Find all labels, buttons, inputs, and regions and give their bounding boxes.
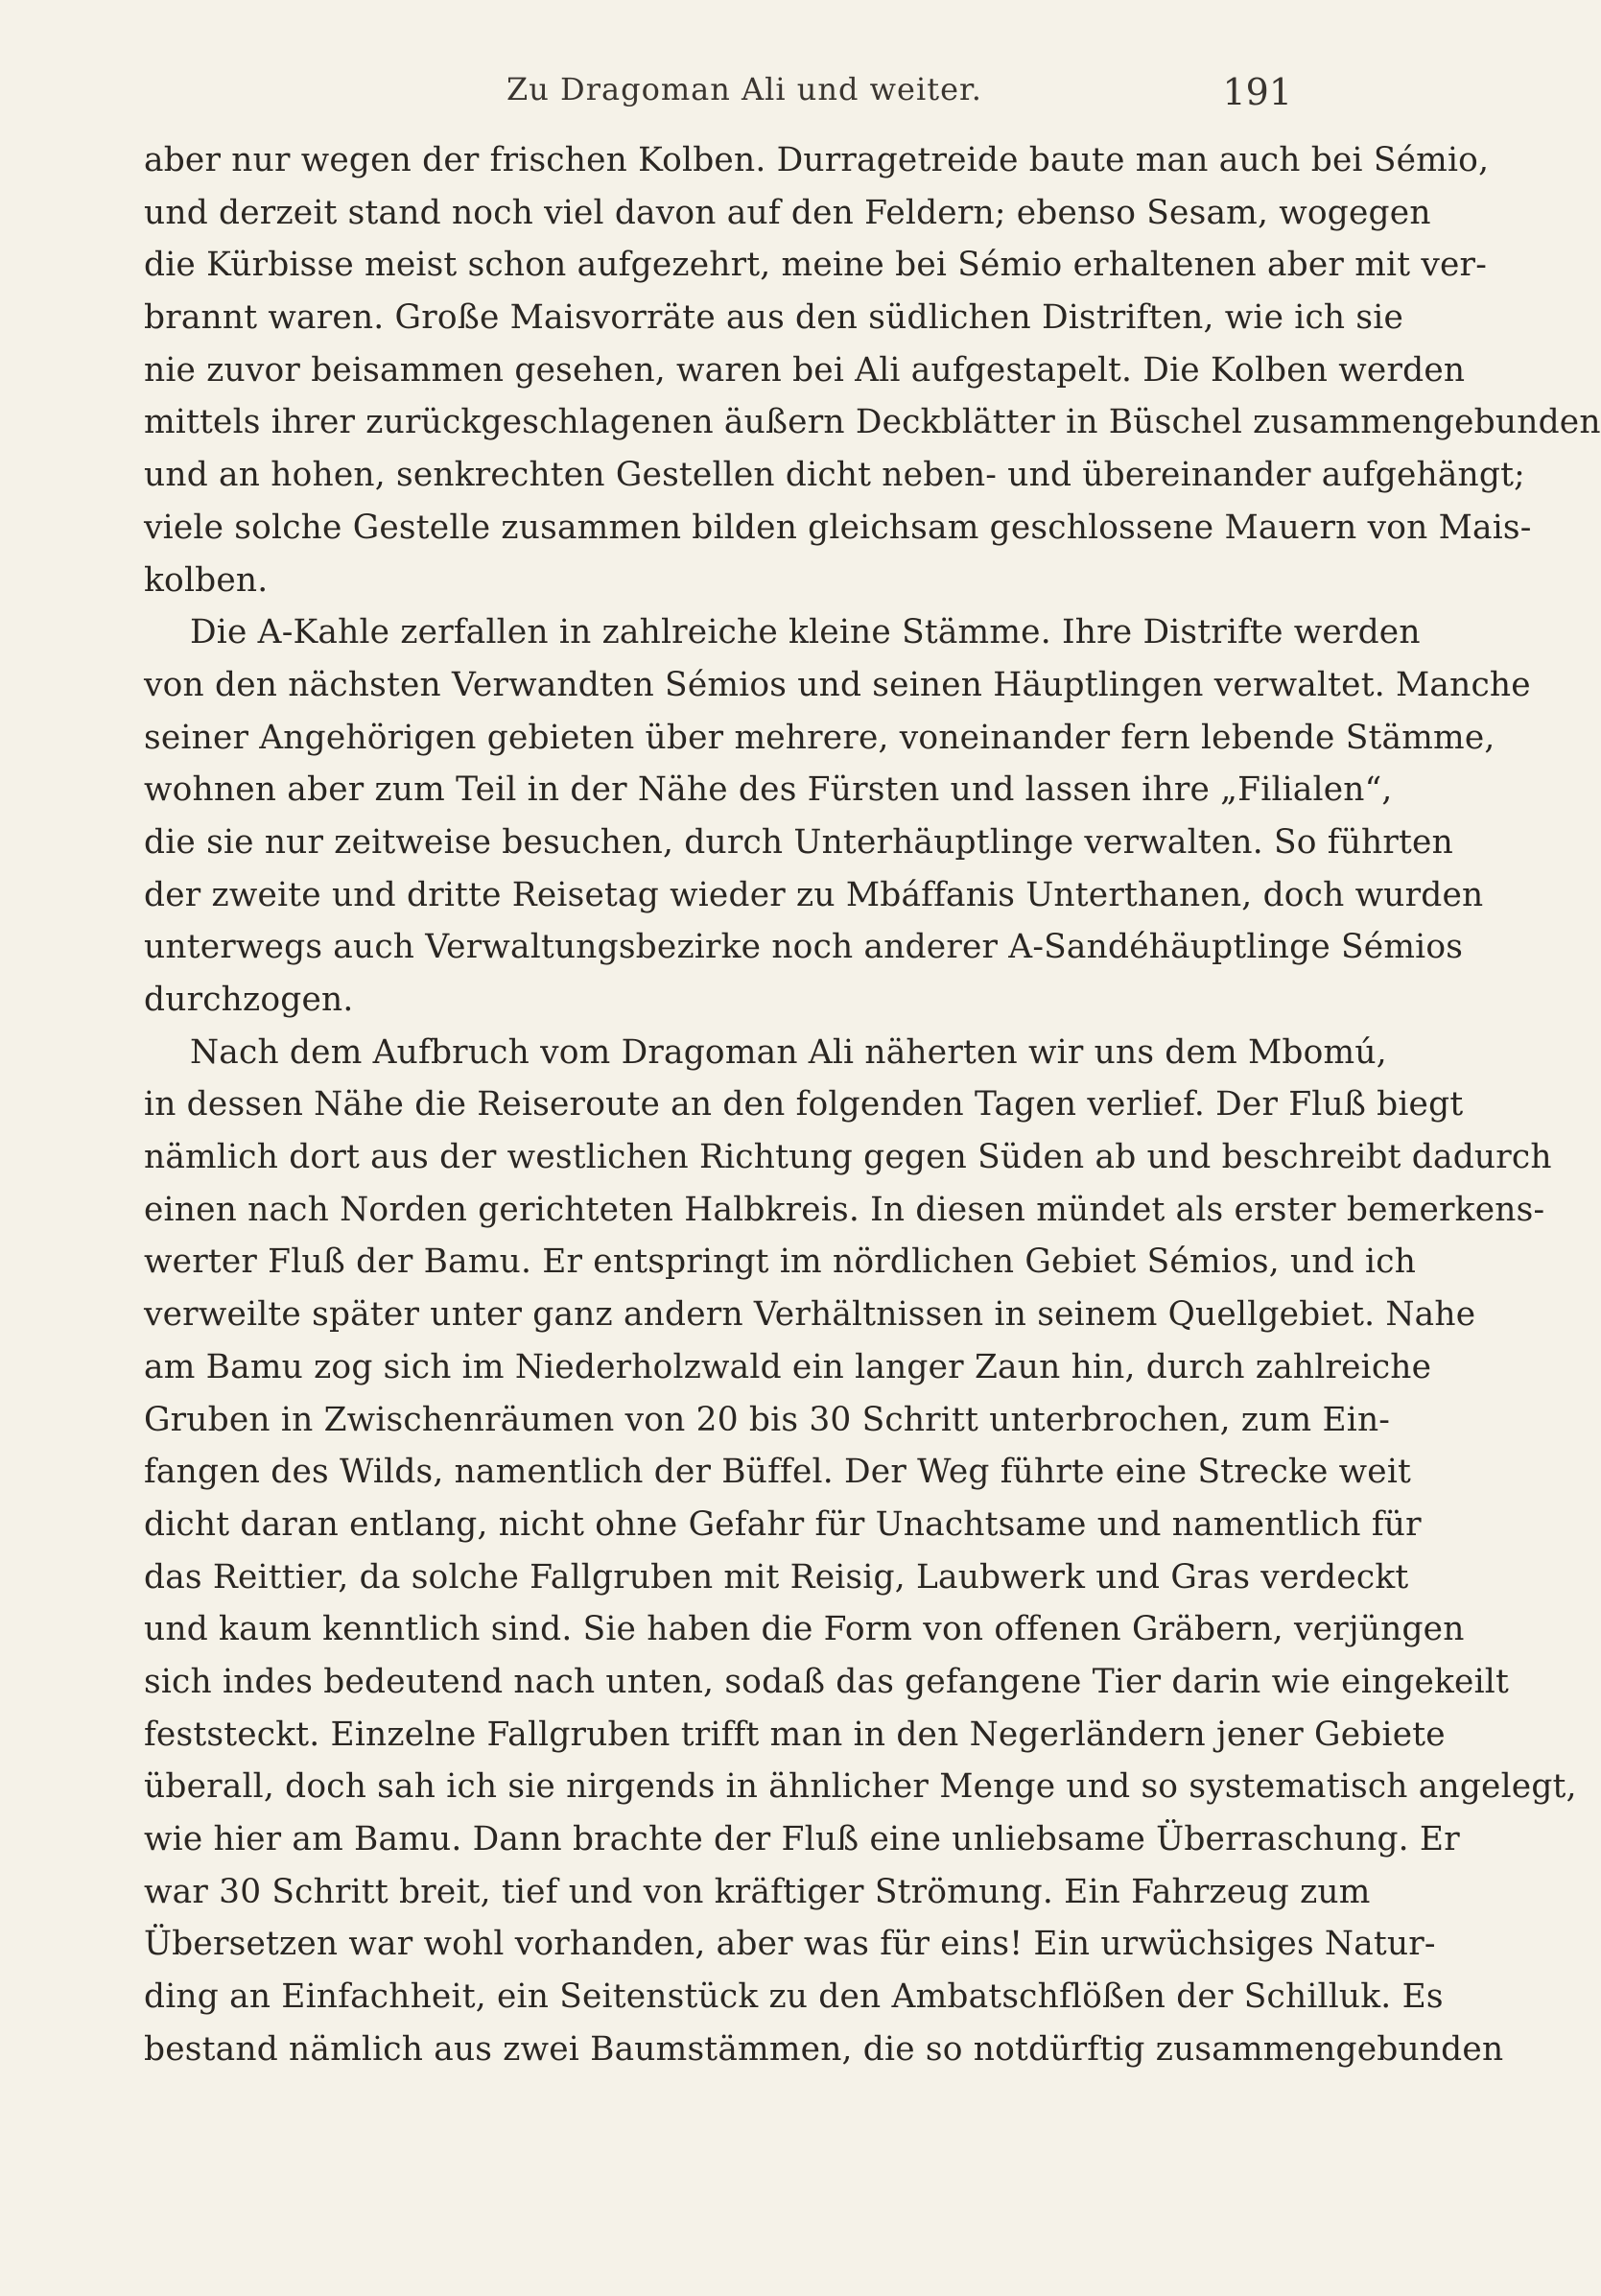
text-line: Die A-Kahle zerfallen in zahlreiche kleine Stämme. Ihre Distrifte werden	[190, 613, 1421, 652]
paragraph	[144, 606, 1531, 1027]
text-line: und derzeit stand noch viel davon auf den Feldern; ebenso Sesam, wogegen	[144, 193, 1431, 232]
text-line: brannt waren. Große Maisvorräte aus den südlichen Distriften, wie ich sie	[144, 298, 1403, 338]
text-line: unterwegs auch Verwaltungsbezirke noch anderer A-Sandéhäuptlinge Sémios	[144, 928, 1464, 967]
text-line: der zweite und dritte Reisetag wieder zu Mbáffanis Unterthanen, doch wurden	[144, 875, 1484, 914]
text-line: war 30 Schritt breit, tief und von kräftiger Strömung. Ein Fahrzeug zum	[144, 1872, 1371, 1911]
page-number: 191	[1222, 71, 1292, 113]
text-line: viele solche Gestelle zusammen bilden gleichsam geschlossene Mauern von Mais-	[144, 508, 1532, 547]
paragraph	[144, 134, 1601, 606]
text-line: mittels ihrer zurückgeschlagenen äußern Deckblätter in Büschel zusammengebunden	[144, 403, 1601, 442]
text-line: in dessen Nähe die Reiseroute an den folgenden Tagen verlief. Der Fluß biegt	[144, 1085, 1464, 1124]
text-line: verweilte später unter ganz andern Verhältnissen in seinem Quellgebiet. Nahe	[144, 1295, 1476, 1335]
text-line: Übersetzen war wohl vorhanden, aber was für eins! Ein urwüchsiges Natur-	[144, 1925, 1436, 1964]
text-line: ding an Einfachheit, ein Seitenstück zu den Ambatschflößen der Schilluk. Es	[144, 1977, 1444, 2017]
text-line: bestand nämlich aus zwei Baumstämmen, die so notdürftig zusammengebunden	[144, 2029, 1504, 2069]
text-line: Nach dem Aufbruch vom Dragoman Ali näherten wir uns dem Mbomú,	[190, 1032, 1387, 1072]
text-line: fangen des Wilds, namentlich der Büffel. Der Weg führte eine Strecke weit	[144, 1453, 1412, 1492]
page-header	[144, 71, 1345, 129]
text-line: Gruben in Zwischenräumen von 20 bis 30 Schritt unterbrochen, zum Ein-	[144, 1400, 1391, 1439]
text-line: von den nächsten Verwandten Sémios und seinen Häuptlingen verwaltet. Manche	[144, 665, 1531, 704]
text-line: feststeckt. Einzelne Fallgruben trifft man in den Negerländern jener Gebiete	[144, 1715, 1446, 1754]
text-line: die sie nur zeitweise besuchen, durch Unterhäuptlinge verwalten. So führten	[144, 822, 1453, 862]
text-line: nämlich dort aus der westlichen Richtung gegen Süden ab und beschreibt dadurch	[144, 1138, 1552, 1177]
text-line: wohnen aber zum Teil in der Nähe des Fürsten und lassen ihre „Filialen“,	[144, 770, 1393, 810]
text-line: am Bamu zog sich im Niederholzwald ein langer Zaun hin, durch zahlreiche	[144, 1347, 1432, 1386]
text-line: sich indes bedeutend nach unten, sodaß das gefangene Tier darin wie eingekeilt	[144, 1662, 1510, 1701]
text-line: das Reittier, da solche Fallgruben mit Reisig, Laubwerk und Gras verdeckt	[144, 1557, 1409, 1597]
text-line: die Kürbisse meist schon aufgezehrt, meine bei Sémio erhaltenen aber mit ver-	[144, 246, 1488, 285]
text-line: und an hohen, senkrechten Gestellen dicht neben- und übereinander aufgehängt;	[144, 456, 1525, 495]
text-line: dicht daran entlang, nicht ohne Gefahr für Unachtsame und namentlich für	[144, 1504, 1422, 1544]
text-line: kolben.	[144, 560, 269, 600]
text-line: überall, doch sah ich sie nirgends in ähnlicher Menge und so systematisch angelegt,	[144, 1767, 1577, 1807]
text-line: wie hier am Bamu. Dann brachte der Fluß eine unliebsame Überraschung. Er	[144, 1820, 1460, 1858]
text-line: nie zuvor beisammen gesehen, waren bei Ali aufgestapelt. Die Kolben werden	[144, 350, 1466, 390]
paragraph	[144, 1027, 1577, 2076]
body-text	[144, 134, 1601, 2075]
text-line: seiner Angehörigen gebieten über mehrere, voneinander fern lebende Stämme,	[144, 718, 1495, 757]
text-line: werter Fluß der Bamu. Er entspringt im nördlichen Gebiet Sémios, und ich	[144, 1243, 1417, 1282]
text-line: durchzogen.	[144, 981, 354, 1019]
text-line: aber nur wegen der frischen Kolben. Durragetreide baute man auch bei Sémio,	[144, 141, 1490, 179]
running-head: Zu Dragoman Ali und weiter.	[506, 71, 982, 107]
text-line: und kaum kenntlich sind. Sie haben die Form von offenen Gräbern, verjüngen	[144, 1610, 1465, 1649]
text-line: einen nach Norden gerichteten Halbkreis. In diesen mündet als erster bemerkens-	[144, 1190, 1545, 1229]
